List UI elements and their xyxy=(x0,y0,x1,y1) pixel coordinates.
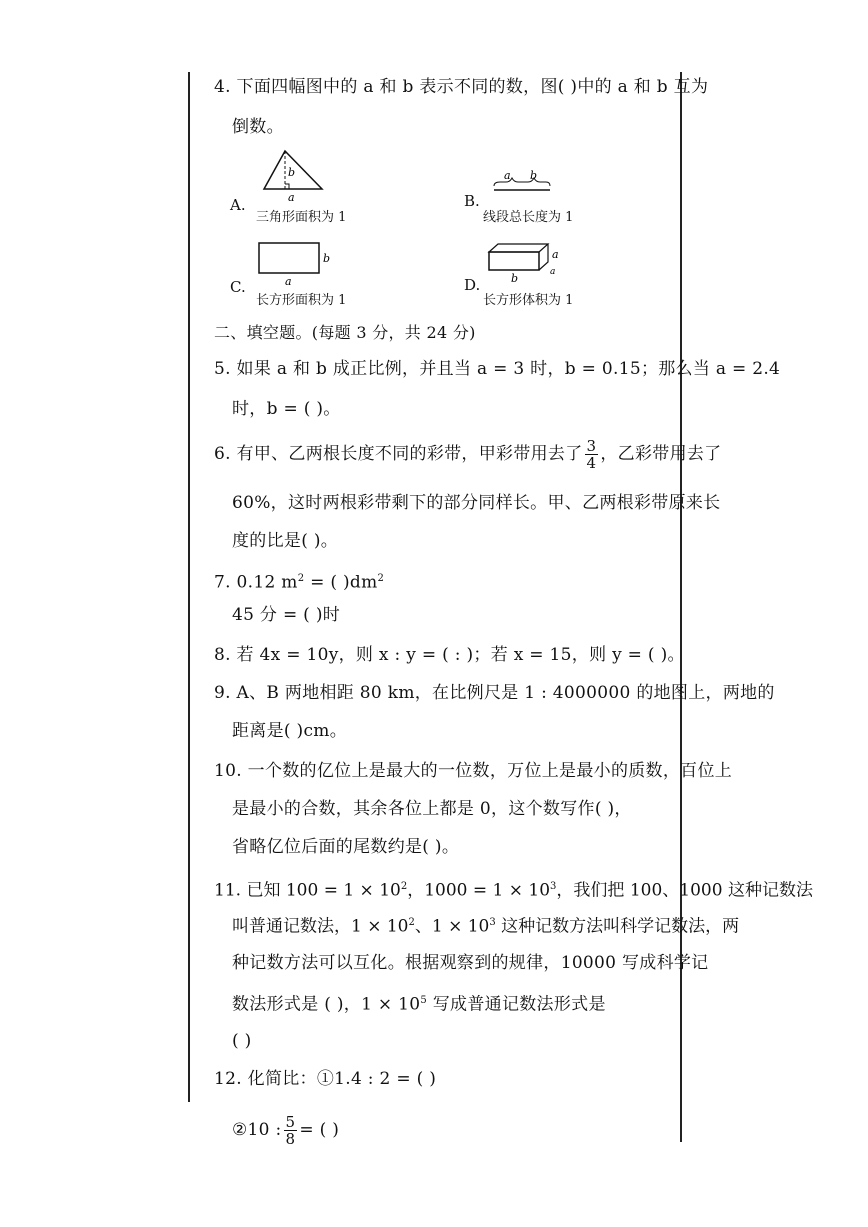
option-a-caption: 三角形面积为 1 xyxy=(256,210,347,225)
q11-text-d: 叫普通记数法，1 × 10 xyxy=(232,916,409,937)
triangle-label-b: b xyxy=(288,166,296,179)
segment-label-a: a xyxy=(504,169,511,182)
q11-line4 xyxy=(232,990,606,1016)
q6-line2: 60%，这时两根彩带剩下的部分同样长。甲、乙两根彩带原来长 xyxy=(232,493,721,513)
q4-line1: 4. 下面四幅图中的 a 和 b 表示不同的数，图( )中的 a 和 b 互为 xyxy=(214,77,709,97)
q6-text-pre: 6. 有甲、乙两根长度不同的彩带，甲彩带用去了 xyxy=(214,444,583,464)
q11-sup-d: 3 xyxy=(489,917,496,928)
q7-text-mid: = ( )dm xyxy=(304,572,378,593)
q12-fraction-denominator: 8 xyxy=(285,1130,296,1148)
q11-sup-a: 2 xyxy=(400,881,408,892)
q6-line3: 度的比是( )。 xyxy=(232,531,339,551)
triangle-label-a: a xyxy=(288,191,295,204)
q7-line2: 45 分 = ( )时 xyxy=(232,605,341,625)
q7-sup-2: 2 xyxy=(377,573,385,584)
q8-line1: 8. 若 4x = 10y，则 x : y = ( : )；若 x = 15，则 y = ( )。 xyxy=(214,645,685,665)
q11-line3: 种记数方法可以互化。根据观察到的规律，10000 写成科学记 xyxy=(232,953,709,973)
q6-text-post: ，乙彩带用去了 xyxy=(600,444,722,464)
q11-sup-e: 5 xyxy=(420,995,428,1006)
q12-text-pre: ②10 : xyxy=(232,1120,282,1140)
right-margin-line xyxy=(680,72,682,1142)
option-c-letter: C. xyxy=(230,278,246,296)
q11-text-h: 写成普通记数法形式是 xyxy=(427,994,606,1015)
q11-text-f: 这种记数方法叫科学记数法，两 xyxy=(495,916,740,937)
q12-line1: 12. 化简比：①1.4 : 2 = ( ) xyxy=(214,1069,437,1089)
option-d-caption: 长方形体积为 1 xyxy=(483,293,574,308)
q6-fraction-numerator: 3 xyxy=(586,437,597,455)
q5-line2: 时，b = ( )。 xyxy=(232,399,341,419)
q5-line1: 5. 如果 a 和 b 成正比例，并且当 a = 3 时，b = 0.15；那么当 a = 2.4 xyxy=(214,359,781,379)
q12-text-post: = ( ) xyxy=(299,1120,340,1140)
q10-line3: 省略亿位后面的尾数约是( )。 xyxy=(232,837,460,857)
q11-text-c: ，我们把 100、1000 这种记数法 xyxy=(556,880,813,901)
q11-text-a: 11. 已知 100 = 1 × 10 xyxy=(214,880,401,901)
q10-line2: 是最小的合数，其余各位上都是 0，这个数写作( )， xyxy=(232,799,632,819)
q12-fraction-numerator: 5 xyxy=(285,1113,296,1131)
q6-fraction xyxy=(585,438,599,471)
segment-figure xyxy=(490,168,556,198)
left-margin-line xyxy=(188,72,190,1102)
rectangle-label-a: a xyxy=(285,275,292,288)
q7-text-pre: 7. 0.12 m xyxy=(214,572,298,593)
option-d-letter: D. xyxy=(464,276,481,294)
q6-fraction-denominator: 4 xyxy=(586,454,597,472)
option-b-letter: B. xyxy=(464,192,480,210)
q11-line2 xyxy=(232,912,739,938)
q6-line1 xyxy=(214,436,721,472)
cuboid-label-a-small: a xyxy=(550,267,556,277)
section-2-heading: 二、填空题。(每题 3 分，共 24 分) xyxy=(214,323,476,342)
q7-line1 xyxy=(214,568,384,594)
q11-text-g: 数法形式是 ( )，1 × 10 xyxy=(232,994,421,1015)
q11-line1 xyxy=(214,876,813,902)
q9-line2: 距离是( )cm。 xyxy=(232,721,348,741)
q11-text-b: ，1000 = 1 × 10 xyxy=(407,880,551,901)
q11-line5: ( ) xyxy=(232,1031,252,1051)
q11-sup-c: 2 xyxy=(408,917,415,928)
rectangle-label-b: b xyxy=(323,252,331,265)
q10-line1: 10. 一个数的亿位上是最大的一位数，万位上是最小的质数，百位上 xyxy=(214,761,733,781)
cuboid-label-a: a xyxy=(552,248,559,261)
q12-fraction xyxy=(284,1114,298,1147)
rectangle-figure xyxy=(256,240,336,288)
q4-line2: 倒数。 xyxy=(232,117,284,137)
triangle-figure xyxy=(260,148,326,204)
q11-text-e: 、1 × 10 xyxy=(414,916,490,937)
option-b-caption: 线段总长度为 1 xyxy=(483,210,574,225)
segment-label-b: b xyxy=(530,169,538,182)
cuboid-label-b: b xyxy=(511,272,519,285)
option-a-letter: A. xyxy=(230,196,246,214)
q12-line2 xyxy=(232,1112,339,1148)
cuboid-figure xyxy=(486,240,566,286)
option-c-caption: 长方形面积为 1 xyxy=(256,293,347,308)
q9-line1: 9. A、B 两地相距 80 km，在比例尺是 1 : 4000000 的地图上，两地的 xyxy=(214,683,775,703)
q7-sup-1: 2 xyxy=(297,573,305,584)
q11-sup-b: 3 xyxy=(550,881,557,892)
